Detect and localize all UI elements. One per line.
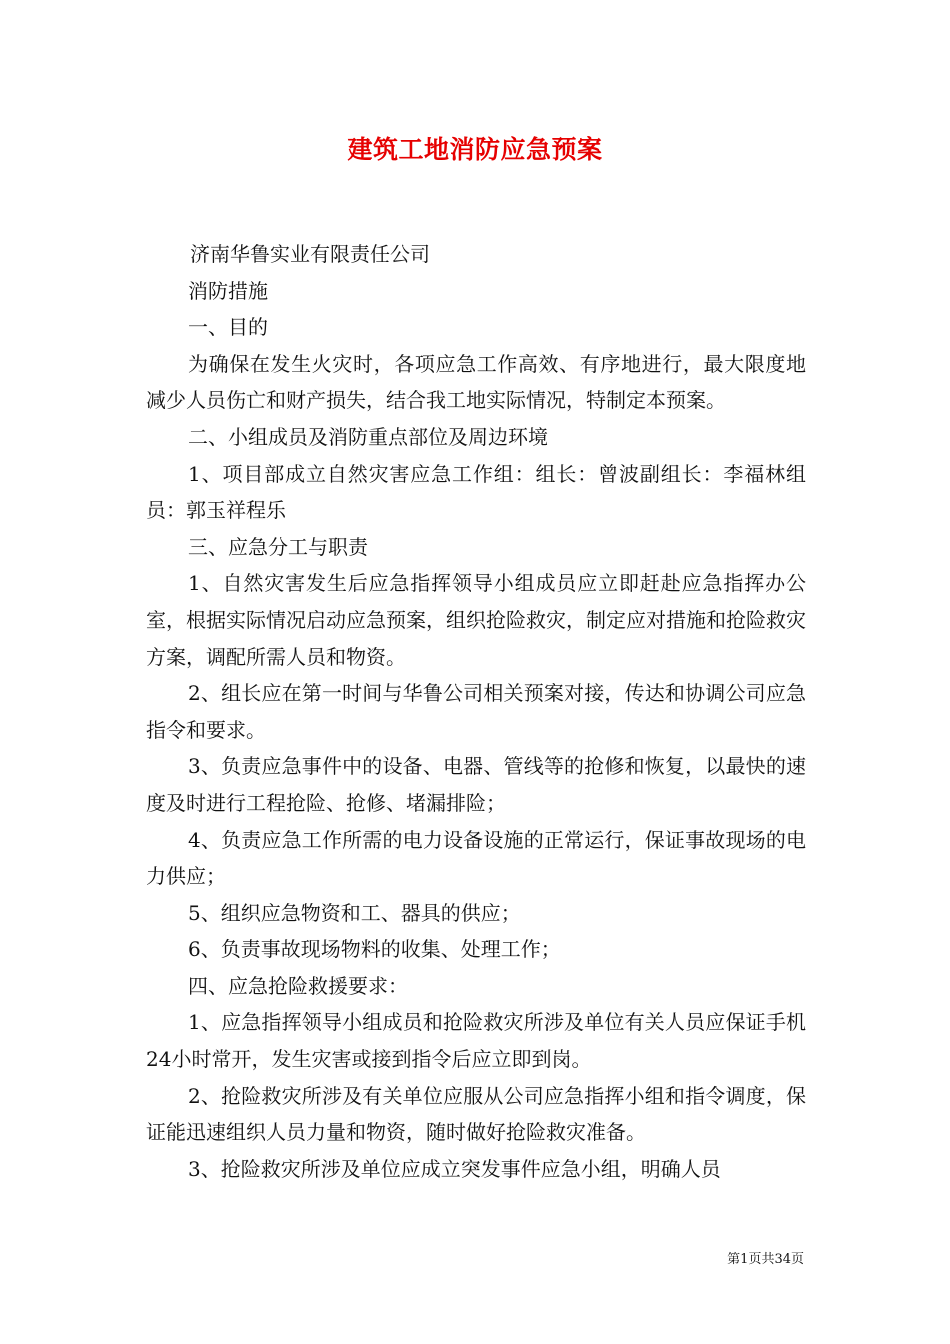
paragraph-rescue-2: 2、抢险救灾所涉及有关单位应服从公司应急指挥小组和指令调度，保证能迅速组织人员力量和物资，随时做好抢险救灾准备。 xyxy=(146,1083,806,1145)
paragraph-heading-purpose: 一、目的 xyxy=(188,315,268,340)
paragraph-duty-2: 2、组长应在第一时间与华鲁公司相关预案对接，传达和协调公司应急指令和要求。 xyxy=(146,681,806,742)
paragraph-purpose-text: 为确保在发生火灾时，各项应急工作高效、有序地进行，最大限度地减少人员伤亡和财产损失，结合我工地实际情况，特制定本预案。 xyxy=(146,351,806,413)
paragraph-duty-4: 4、负责应急工作所需的电力设备设施的正常运行，保证事故现场的电力供应； xyxy=(146,827,806,889)
document-body xyxy=(146,236,806,1187)
paragraph-heading-measures: 消防措施 xyxy=(188,278,268,303)
page-number-footer: 第1页共34页 xyxy=(727,1252,804,1267)
paragraph-duty-3: 3、负责应急事件中的设备、电器、管线等的抢修和恢复，以最快的速度及时进行工程抢险、抢修、堵漏排险； xyxy=(146,754,806,815)
paragraph-heading-duties: 三、应急分工与职责 xyxy=(188,534,368,559)
paragraph-duty-5: 5、组织应急物资和工、器具的供应； xyxy=(188,900,521,925)
paragraph-heading-members: 二、小组成员及消防重点部位及周边环境 xyxy=(188,424,548,449)
document-title: 建筑工地消防应急预案 xyxy=(347,135,603,164)
paragraph-members-text: 1、项目部成立自然灾害应急工作组：组长：曾波副组长：李福林组员：郭玉祥程乐 xyxy=(146,461,806,523)
paragraph-duty-6: 6、负责事故现场物料的收集、处理工作； xyxy=(188,937,561,962)
paragraph-duty-1: 1、自然灾害发生后应急指挥领导小组成员应立即赶赴应急指挥办公室，根据实际情况启动应急预案，组织抢险救灾，制定应对措施和抢险救灾方案，调配所需人员和物资。 xyxy=(146,571,806,669)
paragraph-company: 济南华鲁实业有限责任公司 xyxy=(190,242,430,266)
paragraph-rescue-1: 1、应急指挥领导小组成员和抢险救灾所涉及单位有关人员应保证手机24小时常开，发生灾害或接到指令后应立即到岗。 xyxy=(146,1010,806,1072)
paragraph-rescue-3: 3、抢险救灾所涉及单位应成立突发事件应急小组，明确人员 xyxy=(188,1156,721,1181)
paragraph-heading-rescue: 四、应急抢险救援要求： xyxy=(188,973,408,998)
